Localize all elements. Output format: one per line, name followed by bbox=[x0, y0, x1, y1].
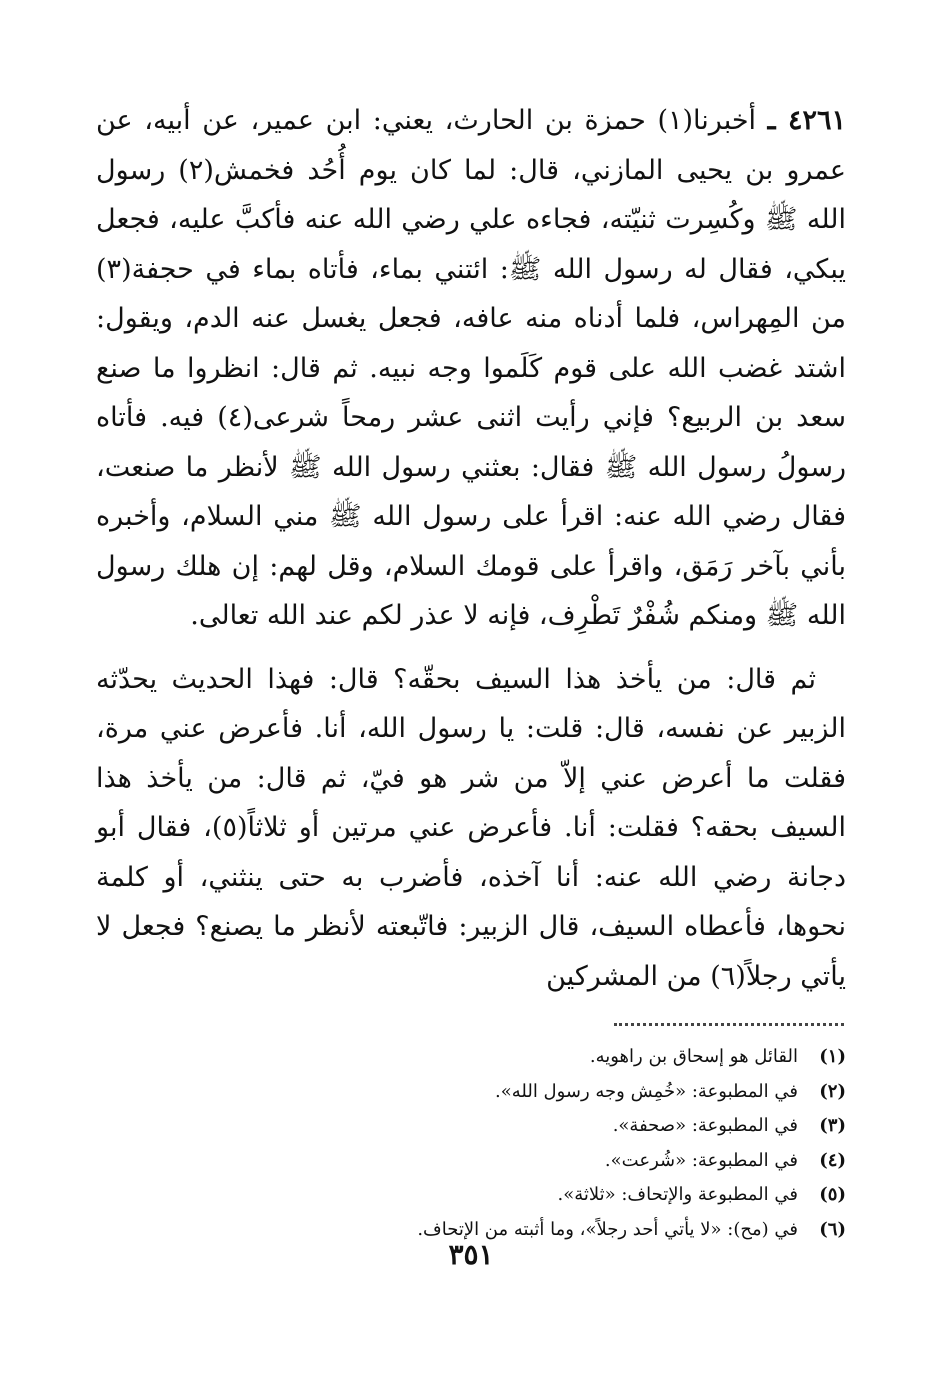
footnotes bbox=[96, 1040, 846, 1247]
footnote-number: (٤) bbox=[819, 1149, 846, 1171]
footnote-text: في المطبوعة: «صحفة». bbox=[612, 1115, 798, 1136]
footnote-text: القائل هو إسحاق بن راهويه. bbox=[589, 1046, 798, 1067]
page-number: ٣٥١ bbox=[448, 1238, 494, 1271]
paragraph-1 bbox=[96, 96, 846, 641]
footnote-number: (٢) bbox=[819, 1080, 846, 1102]
footnote-text: في المطبوعة: «شُرعت». bbox=[604, 1149, 798, 1171]
hadith-number: ٤٢٦١ ـ bbox=[767, 105, 846, 136]
footnote-5 bbox=[96, 1178, 846, 1213]
footnote-number: (٦) bbox=[819, 1218, 846, 1240]
footnote-3 bbox=[96, 1109, 846, 1144]
footnote-text: في المطبوعة: «خُمِش وجه رسول الله». bbox=[494, 1080, 798, 1102]
footnote-number: (١) bbox=[819, 1046, 846, 1067]
paragraph-1-text: أخبرنا(١) حمزة بن الحارث، يعني: ابن عمير، عن أبيه، عن عمرو بن يحيى المازني، قال: لما كان يوم أُحُد فخمش(٢) رسول الله ﷺ وكُسِرت ثنيّته، فجاءه علي رضي الله عنه فأكبَّ عليه، فجعل يبكي، فقال له رسول الله ﷺ: ائتني بماء، فأتاه بماء في حجفة(٣) من المِهراس، فلما أدناه منه عافه، فجعل يغسل عنه الدم، ويقول: اشتد غضب الله على قوم كَلَموا وجه نبيه. ثم قال: انظروا ما صنع سعد بن الربيع؟ فإني رأيت اثنى عشر رمحاً شرعى(٤) فيه. فأتاه رسولُ رسول الله ﷺ فقال: بعثني رسول الله ﷺ لأنظر ما صنعت، فقال رضي الله عنه: اقرأ على رسول الله ﷺ مني السلام، وأخبره بأني بآخر رَمَق، واقرأ على قومك السلام، وقل لهم: إن هلك رسول الله ﷺ ومنكم شُفْرٌ تَطْرِف، فإنه لا عذر لكم عند الله تعالى. bbox=[96, 105, 846, 631]
footnote-text: في (مح): «لا يأتي أحد رجلاً»، وما أثبته من الإتحاف. bbox=[417, 1218, 798, 1240]
paragraph-2: ثم قال: من يأخذ هذا السيف بحقّه؟ قال: فهذا الحديث يحدّثه الزبير عن نفسه، قال: قلت: يا رسول الله، أنا. فأعرض عني مرة، فقلت ما أعرض عني إلاّ من شر هو فيّ، ثم قال: من يأخذ هذا السيف بحقه؟ فقلت: أنا. فأعرض عني مرتين أو ثلاثاً(٥)، فقال أبو دجانة رضي الله عنه: أنا آخذه، فأضرب به حتى ينثني، أو كلمة نحوها، فأعطاه السيف، قال الزبير: فاتّبعته لأنظر ما يصنع؟ فجعل لا يأتي رجلاً(٦) من المشركين bbox=[96, 663, 846, 992]
footnote-4 bbox=[96, 1144, 846, 1179]
footnote-divider bbox=[614, 1023, 844, 1026]
footnote-number: (٥) bbox=[819, 1184, 846, 1205]
footnote-text: في المطبوعة والإتحاف: «ثلاثة». bbox=[557, 1184, 798, 1205]
page-content bbox=[96, 96, 846, 1247]
footnote-number: (٣) bbox=[819, 1115, 846, 1136]
footnote-2 bbox=[96, 1075, 846, 1110]
footnote-1 bbox=[96, 1040, 846, 1075]
